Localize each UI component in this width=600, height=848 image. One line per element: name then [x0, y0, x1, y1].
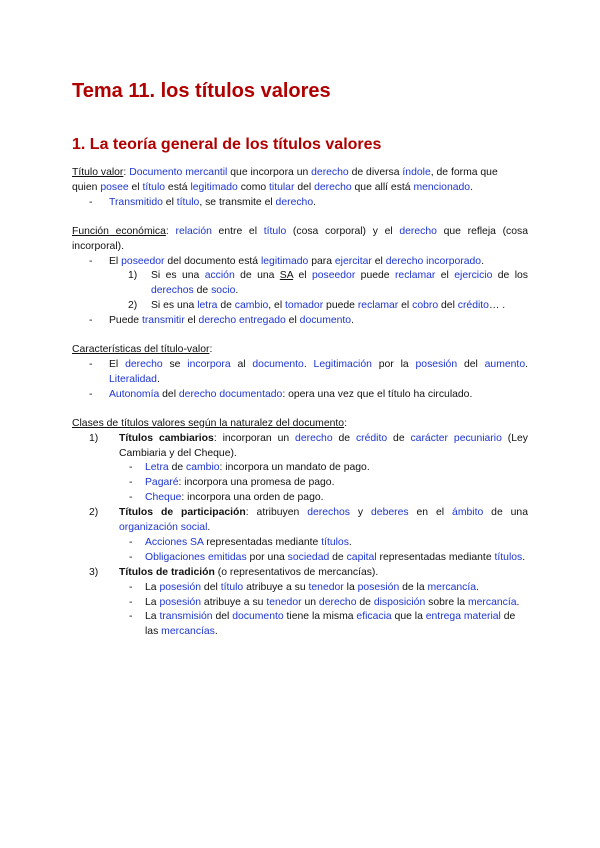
classes-heading: Clases de títulos valores según la naturalez del documento: — [72, 417, 347, 429]
list-item: - Puede transmitir el derecho entregado el documento. — [89, 315, 354, 327]
list-item: - La posesión del título atribuye a su tenedor la posesión de la mercancía. — [129, 581, 479, 593]
list-item: 2) Títulos de participación: atribuyen derechos y deberes en el ámbito de una organización social. — [89, 507, 528, 534]
document-body — [72, 166, 528, 640]
section-heading: 1. La teoría general de los títulos valores — [72, 136, 382, 153]
list-item: - Autonomía del derecho documentado: opera una vez que el título ha circulado. — [89, 388, 473, 400]
list-item: - Obligaciones emitidas por una sociedad de capital representadas mediante títulos. — [129, 551, 526, 563]
list-item: - El derecho se incorpora al documento. Legitimación por la posesión del aumento. Literalidad. — [89, 358, 528, 385]
list-item: - Letra de cambio: incorpora un mandato de pago. — [129, 462, 370, 474]
list-item: 1) Si es una acción de una SA el poseedor puede reclamar el ejercicio de los derechos de socio. — [128, 270, 528, 297]
list-item: - Acciones SA representadas mediante títulos. — [129, 536, 352, 548]
list-item: 3) Títulos de tradición (o representativos de mercancías). — [89, 566, 379, 578]
page-title: Tema 11. los títulos valores — [72, 80, 331, 102]
list-item: - El poseedor del documento está legitimado para ejercitar el derecho incorporado. — [89, 255, 484, 267]
list-item: 2) Si es una letra de cambio, el tomador puede reclamar el cobro del crédito… . — [128, 300, 506, 312]
function-paragraph: Función económica: relación entre el título (cosa corporal) y el derecho que refleja (cosa incorporal). — [72, 225, 528, 252]
list-item: - Cheque: incorpora una orden de pago. — [129, 492, 324, 504]
list-item: - La posesión atribuye a su tenedor un derecho de disposición sobre la mercancía. — [129, 596, 520, 608]
characteristics-heading: Características del título-valor: — [72, 344, 213, 356]
list-item: 1) Títulos cambiarios: incorporan un derecho de crédito de carácter pecuniario (Ley Cambiaria y del Cheque). — [89, 432, 528, 459]
definition-paragraph: Título valor: Documento mercantil que incorpora un derecho de diversa índole, de forma que quien posee el título está legitimado como titular del derecho que allí está mencionado. — [72, 167, 498, 193]
list-item: - La transmisión del documento tiene la misma eficacia que la entrega material de las mercancías. — [129, 611, 516, 638]
list-item: - Transmitido el título, se transmite el derecho. — [89, 196, 316, 208]
list-item: - Pagaré: incorpora una promesa de pago. — [129, 477, 335, 489]
